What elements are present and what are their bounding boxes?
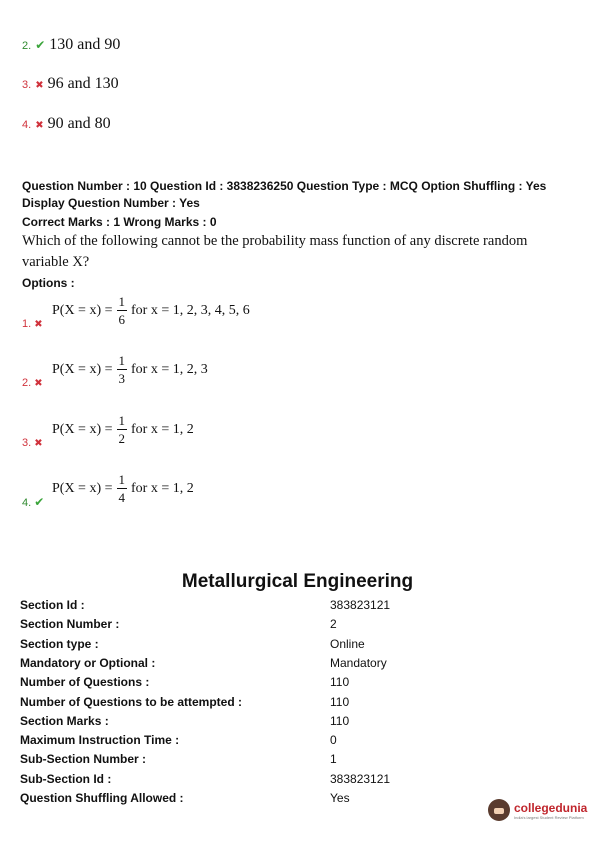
section-row-label: Section type : <box>20 637 99 651</box>
section-row-label: Section Marks : <box>20 714 109 728</box>
fraction-numerator: 1 <box>118 294 126 309</box>
formula-lhs: P(X = x) = <box>52 480 113 496</box>
mascot-icon <box>488 799 510 821</box>
option-number: 4. <box>22 497 32 509</box>
fraction-numerator: 1 <box>118 413 126 428</box>
formula-rhs: for x = 1, 2, 3 <box>131 361 208 377</box>
prev-option-number: 4. <box>22 119 32 131</box>
fraction-numerator: 1 <box>118 472 126 487</box>
prev-option-text: 90 and 80 <box>47 115 111 132</box>
options-label: Options : <box>22 276 75 290</box>
formula-rhs: for x = 1, 2 <box>131 421 194 437</box>
section-row-value: Online <box>330 637 365 651</box>
cross-icon: ✖ <box>35 80 44 91</box>
fraction-denominator: 6 <box>118 312 126 327</box>
question-meta-line2: Display Question Number : Yes <box>22 196 200 210</box>
logo-text: collegedunia <box>514 800 588 815</box>
section-row-value: 110 <box>330 675 350 689</box>
formula-lhs: P(X = x) = <box>52 421 113 437</box>
fraction-denominator: 3 <box>118 371 126 386</box>
section-row-value: 383823121 <box>330 772 391 786</box>
section-row-value: 110 <box>330 695 350 709</box>
fraction <box>117 473 128 504</box>
fraction-numerator: 1 <box>118 353 126 368</box>
section-row-label: Question Shuffling Allowed : <box>20 791 184 805</box>
prev-option-3 <box>22 75 119 93</box>
option-label-1 <box>22 318 43 330</box>
section-row-value: 0 <box>330 733 337 747</box>
section-row-label: Number of Questions : <box>20 675 150 689</box>
cross-icon: ✖ <box>34 319 43 330</box>
logo-wordmark <box>514 801 587 820</box>
option-label-3 <box>22 437 43 449</box>
section-row-label: Section Id : <box>20 598 85 612</box>
question-meta-line1: Question Number : 10 Question Id : 3838236250 Question Type : MCQ Option Shuffling : Yes <box>22 179 547 193</box>
section-row-value: 110 <box>330 714 350 728</box>
option-formula-4 <box>52 473 194 504</box>
fraction <box>117 295 128 326</box>
section-row-value: 383823121 <box>330 598 391 612</box>
section-row-value: Mandatory <box>330 656 387 670</box>
question-meta-line3: Correct Marks : 1 Wrong Marks : 0 <box>22 215 217 229</box>
option-formula-2 <box>52 354 208 385</box>
section-title: Metallurgical Engineering <box>181 571 414 592</box>
option-label-4 <box>22 495 44 509</box>
fraction <box>117 414 128 445</box>
option-formula-1 <box>52 295 250 326</box>
question-text-line2: variable X? <box>22 254 90 270</box>
formula-rhs: for x = 1, 2, 3, 4, 5, 6 <box>131 302 250 318</box>
section-row-label: Sub-Section Number : <box>20 752 147 766</box>
option-number: 1. <box>22 318 32 330</box>
check-icon: ✔ <box>35 38 46 52</box>
fraction-denominator: 4 <box>118 490 126 505</box>
option-number: 2. <box>22 377 32 389</box>
check-icon: ✔ <box>34 495 45 509</box>
section-row-label: Number of Questions to be attempted : <box>20 695 243 709</box>
section-row-value: 2 <box>330 617 337 631</box>
option-number: 3. <box>22 437 32 449</box>
section-row-label: Maximum Instruction Time : <box>20 733 180 747</box>
option-label-2 <box>22 377 43 389</box>
prev-option-number: 2. <box>22 40 32 52</box>
fraction <box>117 354 128 385</box>
section-row-value: Yes <box>330 791 350 805</box>
option-formula-3 <box>52 414 194 445</box>
logo-tagline: India's largest Student Review Platform <box>514 814 584 820</box>
question-text-line1: Which of the following cannot be the probability mass function of any discrete random <box>22 233 528 249</box>
section-row-label: Section Number : <box>20 617 120 631</box>
prev-option-4 <box>22 115 111 133</box>
section-row-label: Mandatory or Optional : <box>20 656 156 670</box>
formula-lhs: P(X = x) = <box>52 302 113 318</box>
section-row-label: Sub-Section Id : <box>20 772 112 786</box>
formula-rhs: for x = 1, 2 <box>131 480 194 496</box>
cross-icon: ✖ <box>34 378 43 389</box>
prev-option-2 <box>22 36 120 54</box>
prev-option-text: 96 and 130 <box>47 75 119 92</box>
cross-icon: ✖ <box>35 120 44 131</box>
prev-option-text: 130 and 90 <box>49 36 121 53</box>
fraction-denominator: 2 <box>118 431 126 446</box>
section-row-value: 1 <box>330 752 337 766</box>
prev-option-number: 3. <box>22 79 32 91</box>
cross-icon: ✖ <box>34 438 43 449</box>
brand-logo <box>488 799 587 821</box>
formula-lhs: P(X = x) = <box>52 361 113 377</box>
